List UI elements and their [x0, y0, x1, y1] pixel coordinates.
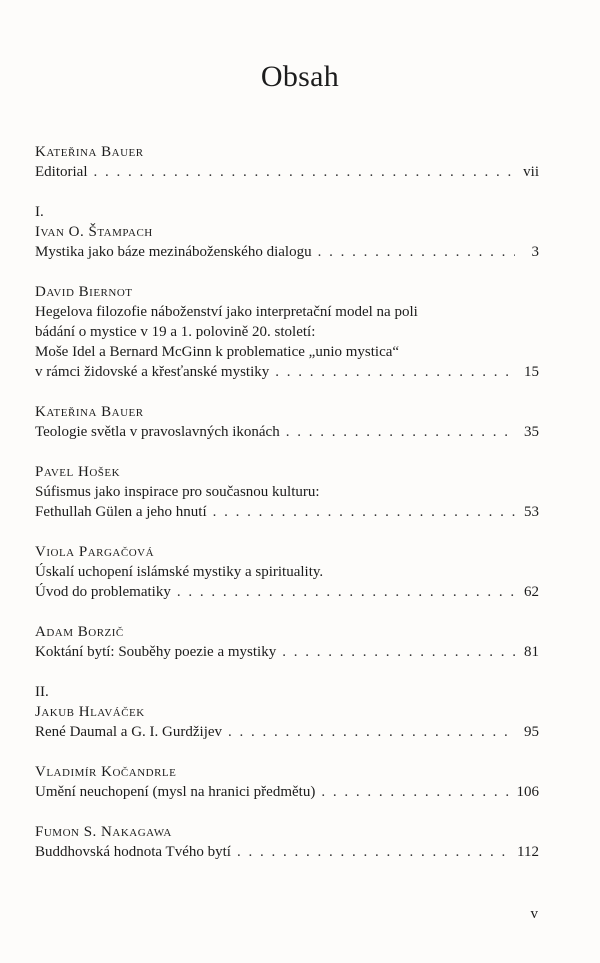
- entry-title-row: [35, 782, 539, 802]
- entry-title-line: Moše Idel a Bernard McGinn k problematice „unio mystica“: [35, 344, 400, 360]
- entry-author: Vladimír Kočandrle: [35, 764, 177, 780]
- part-heading: I.: [35, 204, 44, 220]
- entry-author: Pavel Hošek: [35, 464, 121, 480]
- entry-title-line: Súfismus jako inspirace pro současnou kulturu:: [35, 484, 320, 500]
- toc-entry: [35, 822, 539, 862]
- entry-title: Fethullah Gülen a jeho hnutí: [35, 504, 207, 520]
- entry-title-row: [35, 242, 539, 262]
- entry-title: Koktání bytí: Souběhy poezie a mystiky: [35, 644, 277, 660]
- entry-author: David Biernot: [35, 284, 133, 300]
- page-number: 35: [524, 424, 539, 440]
- page-number: 62: [524, 584, 539, 600]
- entry-title-line: bádání o mystice v 19 a 1. polovině 20. století:: [35, 324, 316, 340]
- dot-leader: [94, 162, 516, 182]
- entry-title-row: [35, 582, 539, 602]
- page-number: 112: [517, 844, 539, 860]
- dot-leader: [286, 422, 515, 442]
- page-title: Obsah: [260, 60, 340, 93]
- entry-title-row: [35, 842, 539, 862]
- page-number: 95: [524, 724, 539, 740]
- entry-title-row: [35, 722, 539, 742]
- page-number: 53: [524, 504, 539, 520]
- entry-author: Kateřina Bauer: [35, 144, 144, 160]
- entry-title-row: [35, 162, 539, 182]
- dot-leader: [275, 362, 515, 382]
- dot-leader: [237, 842, 511, 862]
- toc-entry: [35, 542, 539, 602]
- entry-title-row: [35, 422, 539, 442]
- entry-title: v rámci židovské a křesťanské mystiky: [35, 364, 270, 380]
- toc-entry: [35, 222, 539, 262]
- dot-leader: [282, 642, 515, 662]
- toc-entry: [35, 462, 539, 522]
- entry-title-row: [35, 642, 539, 662]
- entry-title-line: Hegelova filozofie náboženství jako interpretační model na poli: [35, 304, 418, 320]
- page-number: 106: [516, 784, 539, 800]
- entry-title: Úvod do problematiky: [35, 584, 171, 600]
- entry-author: Kateřina Bauer: [35, 404, 144, 420]
- toc-entry: [35, 402, 539, 442]
- entry-title-line: Úskalí uchopení islámské mystiky a spirituality.: [35, 564, 324, 580]
- entry-author: Ivan O. Štampach: [35, 224, 153, 240]
- entry-title: Buddhovská hodnota Tvého bytí: [35, 844, 231, 860]
- dot-leader: [177, 582, 515, 602]
- entry-title: René Daumal a G. I. Gurdžijev: [35, 724, 223, 740]
- entry-author: Jakub Hlaváček: [35, 704, 145, 720]
- entry-title-row: [35, 502, 539, 522]
- toc-entry: [35, 762, 539, 802]
- entry-title: Umění neuchopení (mysl na hranici předmětu): [35, 784, 316, 800]
- entry-author: Fumon S. Nakagawa: [35, 824, 172, 840]
- toc-entry: [35, 142, 539, 182]
- page-folio: v: [530, 906, 538, 922]
- toc-entry: [35, 702, 539, 742]
- dot-leader: [228, 722, 515, 742]
- entry-author: Viola Pargačová: [35, 544, 155, 560]
- page-number: 81: [524, 644, 539, 660]
- table-of-contents: [35, 142, 539, 882]
- toc-entry: [35, 282, 539, 382]
- entry-title: Teologie světla v pravoslavných ikonách: [35, 424, 280, 440]
- entry-author: Adam Borzič: [35, 624, 124, 640]
- dot-leader: [213, 502, 515, 522]
- entry-title-row: [35, 362, 539, 382]
- dot-leader: [321, 782, 510, 802]
- entry-title: Editorial: [35, 164, 88, 180]
- page-number: 15: [524, 364, 539, 380]
- part-heading: II.: [35, 684, 49, 700]
- page-number: vii: [523, 164, 539, 180]
- toc-entry: [35, 622, 539, 662]
- entry-title: Mystika jako báze mezináboženského dialogu: [35, 244, 312, 260]
- dot-leader: [318, 242, 515, 262]
- page-number: 3: [531, 244, 539, 260]
